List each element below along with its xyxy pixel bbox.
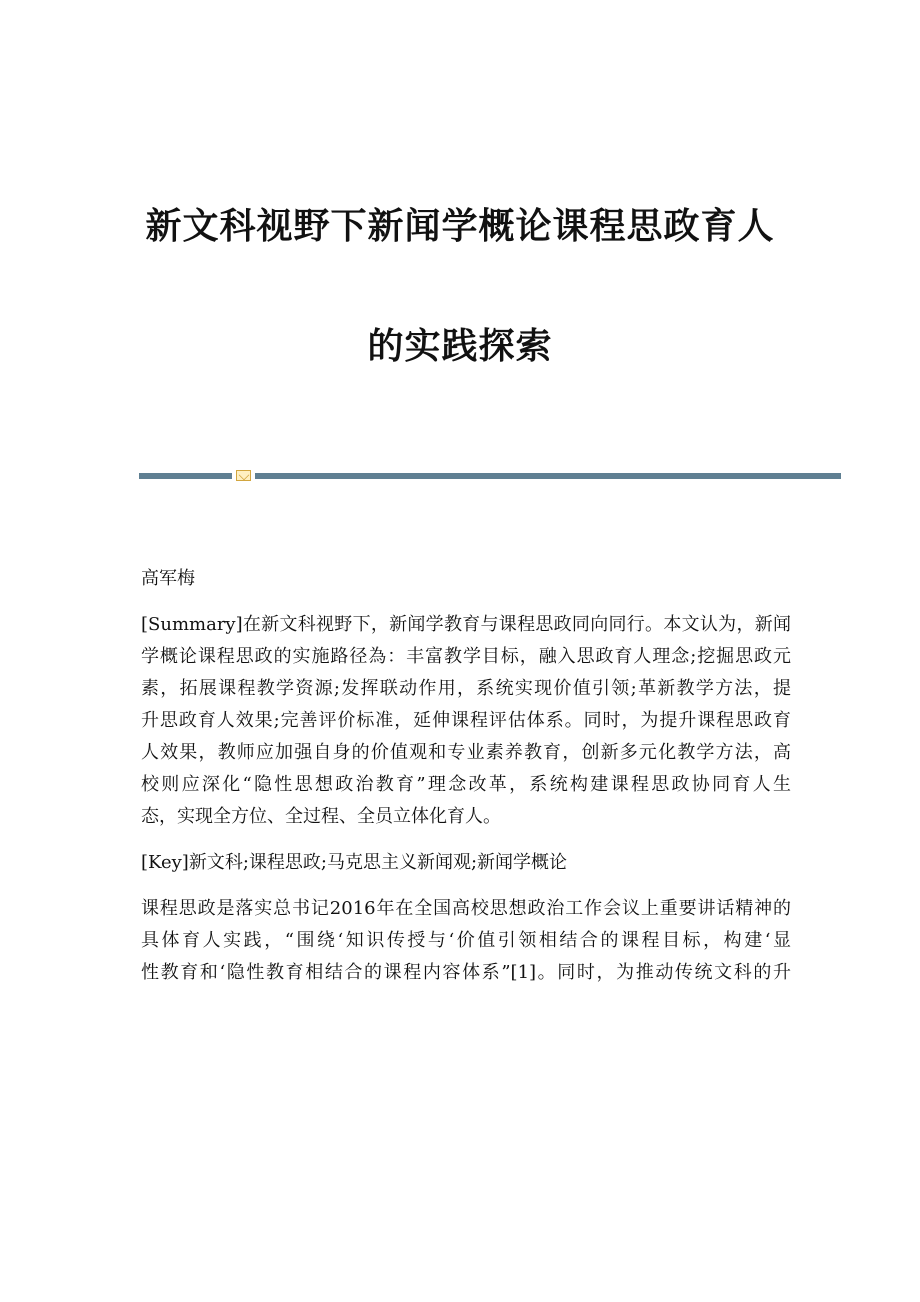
summary-line-4: 升思政育人效果;完善评价标准，延伸课程评估体系。同时，为提升课程思政育: [141, 710, 791, 731]
body-line-1: 课程思政是落实总书记2016年在全国高校思想政治工作会议上重要讲话精神的: [141, 898, 791, 919]
summary-line-1: [Summary]在新文科视野下，新闻学教育与课程思政同向同行。本文认为，新闻: [141, 614, 791, 635]
summary-line-7: 态，实现全方位、全过程、全员立体化育人。: [141, 806, 501, 827]
summary-line-3: 素，拓展课程教学资源;发挥联动作用，系统实现价值引领;革新教学方法，提: [141, 678, 791, 699]
summary-line-6: 校则应深化“隐性思想政治教育”理念改革，系统构建课程思政协同育人生: [141, 774, 791, 795]
document-content: [141, 563, 791, 1003]
envelope-icon: [236, 470, 251, 481]
title-line-1: 新文科视野下新闻学概论课程思政育人: [145, 205, 775, 247]
keywords-line: [Key]新文科;课程思政;马克思主义新闻观;新闻学概论: [141, 852, 568, 873]
divider-right-bar: [255, 473, 841, 479]
summary-line-5: 人效果，教师应加强自身的价值观和专业素养教育，创新多元化教学方法，高: [141, 742, 791, 763]
divider-left-bar: [139, 473, 232, 479]
body-line-3: 性教育和‘隐性教育相结合的课程内容体系”[1]。同时，为推动传统文科的升: [141, 962, 791, 983]
author-name: 高军梅: [141, 568, 195, 589]
body-paragraph: [141, 893, 791, 989]
body-line-2: 具体育人实践，“围绕‘知识传授与‘价值引领相结合的课程目标，构建‘显: [141, 930, 791, 951]
title-line-2: 的实践探索: [367, 325, 553, 367]
title-divider: [139, 470, 841, 482]
summary-line-2: 学概论课程思政的实施路径為：丰富教学目标，融入思政育人理念;挖掘思政元: [141, 646, 791, 667]
keywords-paragraph: [141, 847, 791, 879]
summary-paragraph: [141, 609, 791, 833]
document-title: [90, 205, 830, 367]
